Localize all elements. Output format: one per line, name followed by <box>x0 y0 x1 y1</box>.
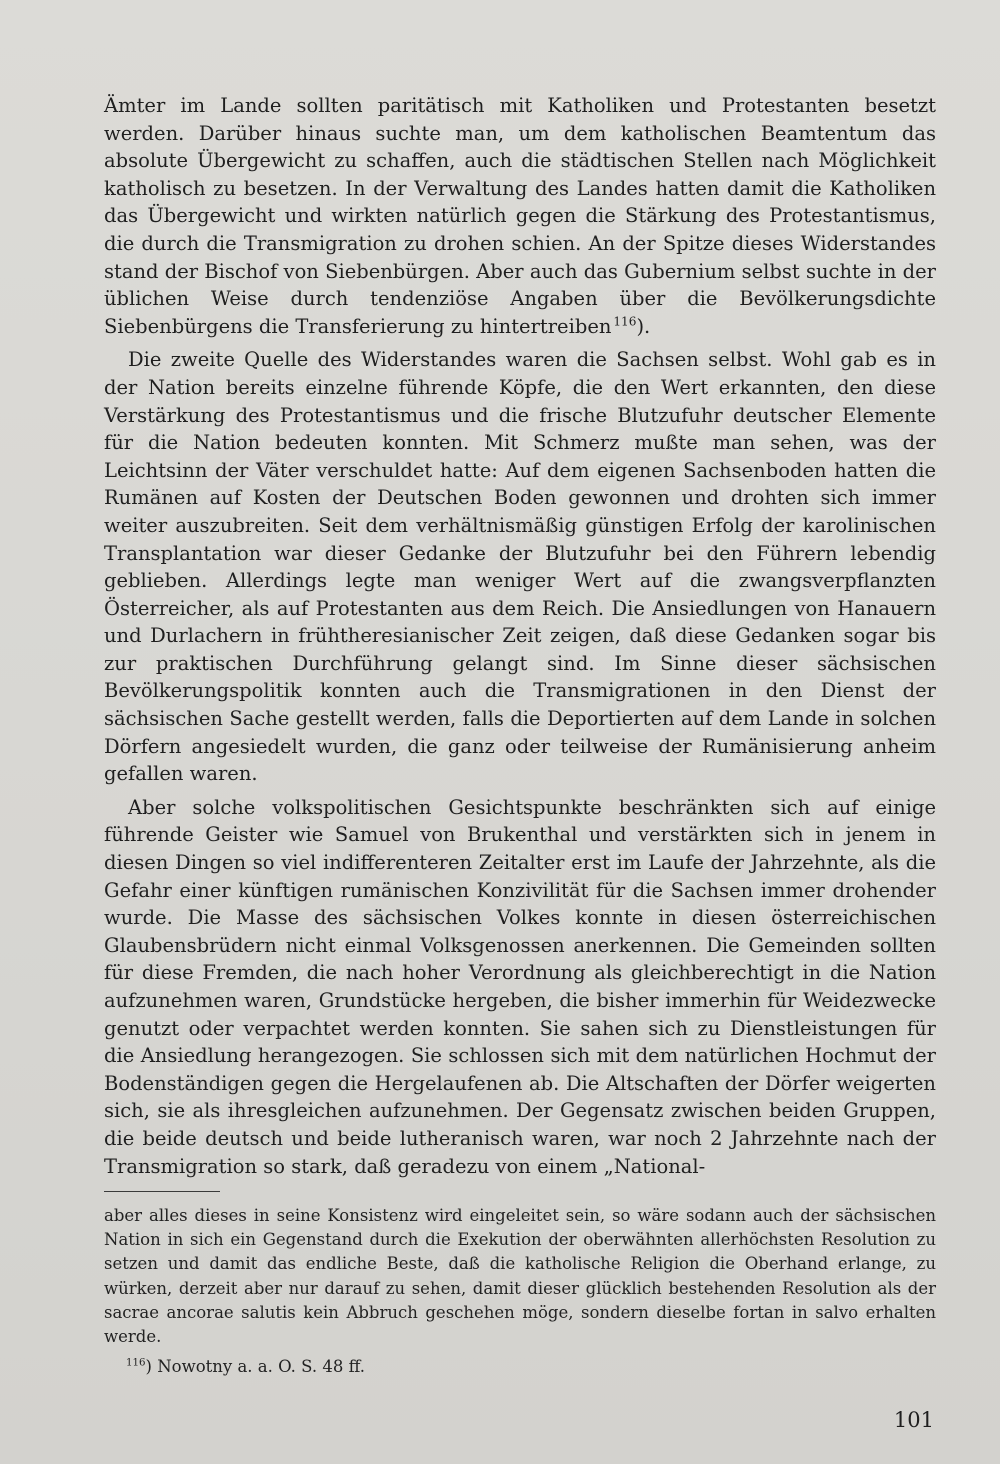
footnote-text: ) Nowotny a. a. O. S. 48 ff. <box>145 1357 365 1377</box>
footnote-continuation: aber alles dieses in seine Konsistenz wird eingeleitet sein, so wäre sodann auch der sächsischen Nation in sich ein Gegenstand durch die Exekution der oberwähnten allerhöchsten Resolution zu setzen und damit das endliche Beste, daß die katholische Religion die Oberhand erlange, zu würken, derzeit aber nur darauf zu sehen, damit dieser glücklich bestehenden Resolution als der sacrae ancorae salutis kein Abbruch geschehen möge, sondern dieselbe fortan in salvo erhalten werde. <box>104 1206 936 1347</box>
footnote-divider <box>104 1191 220 1192</box>
paragraph-1 <box>104 92 936 340</box>
paragraph-3: Aber solche volkspolitischen Gesichtspunkte beschränkten sich auf einige führende Geister wie Samuel von Brukenthal und verstärkten sich in jenem in diesen Dingen so viel indifferenteren Zeitalter erst im Laufe der Jahrzehnte, als die Gefahr einer künftigen rumänischen Konzivilität für die Sachsen immer drohender wurde. Die Masse des sächsischen Volkes konnte in diesen österreichischen Glaubensbrüdern nicht einmal Volksgenossen anerkennen. Die Gemeinden sollten für diese Fremden, die nach hoher Verordnung als gleichberechtigt in die Nation aufzunehmen waren, Grundstücke hergeben, die bisher immerhin für Weidezwecke genutzt oder verpachtet werden konnten. Sie sahen sich zu Dienstleistungen für die Ansiedlung herangezogen. Sie schlossen sich mit dem natürlichen Hochmut der Bodenständigen gegen die Hergelaufenen ab. Die Altschaften der Dörfer weigerten sich, sie als ihresgleichen aufzunehmen. Der Gegensatz zwischen beiden Gruppen, die beide deutsch und beide lutheranisch waren, war noch 2 Jahrzehnte nach der Transmigration so stark, daß geradezu von einem „National- <box>104 795 936 1178</box>
footnote-number: 116 <box>126 1357 146 1369</box>
paragraph-2: Die zweite Quelle des Widerstandes waren die Sachsen selbst. Wohl gab es in der Nation bereits einzelne führende Köpfe, die den Wert erkannten, den diese Verstärkung des Protestantismus und die frische Blutzufuhr deutscher Elemente für die Nation bedeuten konnten. Mit Schmerz mußte man sehen, was der Leichtsinn der Väter verschuldet hatte: Auf dem eigenen Sachsenboden hatten die Rumänen auf Kosten der Deutschen Boden gewonnen und drohten sich immer weiter auszubreiten. Seit dem verhältnismäßig günstigen Erfolg der karolinischen Transplantation war dieser Gedanke der Blutzufuhr bei den Führern lebendig geblieben. Allerdings legte man weniger Wert auf die zwangsverpflanzten Österreicher, als auf Protestanten aus dem Reich. Die Ansiedlungen von Hanauern und Durlachern in frühtheresianischer Zeit zeigen, daß diese Gedanken sogar bis zur praktischen Durchführung gelangt sind. Im Sinne dieser sächsischen Bevölkerungspolitik konnten auch die Transmigrationen in den Dienst der sächsischen Sache gestellt werden, falls die Deportierten auf dem Lande in solchen Dörfern angesiedelt wurden, die ganz oder teilweise der Rumänisierung anheim gefallen waren. <box>104 348 936 786</box>
footnotes <box>104 1204 936 1385</box>
paragraph-1-text: Ämter im Lande sollten paritätisch mit Katholiken und Protestanten besetzt werden. Darüber hinaus suchte man, um dem katholischen Beamtentum das absolute Übergewicht zu schaffen, auch die städtischen Stellen nach Möglichkeit katholisch zu besetzen. In der Verwaltung des Landes hatten damit die Katholiken das Übergewicht und wirkten natürlich gegen die Stärkung des Protestantismus, die durch die Transmigration zu drohen schien. An der Spitze dieses Widerstandes stand der Bischof von Siebenbürgen. Aber auch das Gubernium selbst suchte in der üblichen Weise durch tendenziöse Angaben über die Bevölkerungsdichte Siebenbürgens die Transferierung zu hintertreiben <box>104 94 936 338</box>
main-text <box>104 92 936 1186</box>
footnote-116 <box>104 1355 936 1379</box>
footnote-ref-116[interactable]: 116 <box>613 314 637 329</box>
paragraph-1-end: ). <box>636 314 651 338</box>
page-number: 101 <box>893 1408 934 1432</box>
